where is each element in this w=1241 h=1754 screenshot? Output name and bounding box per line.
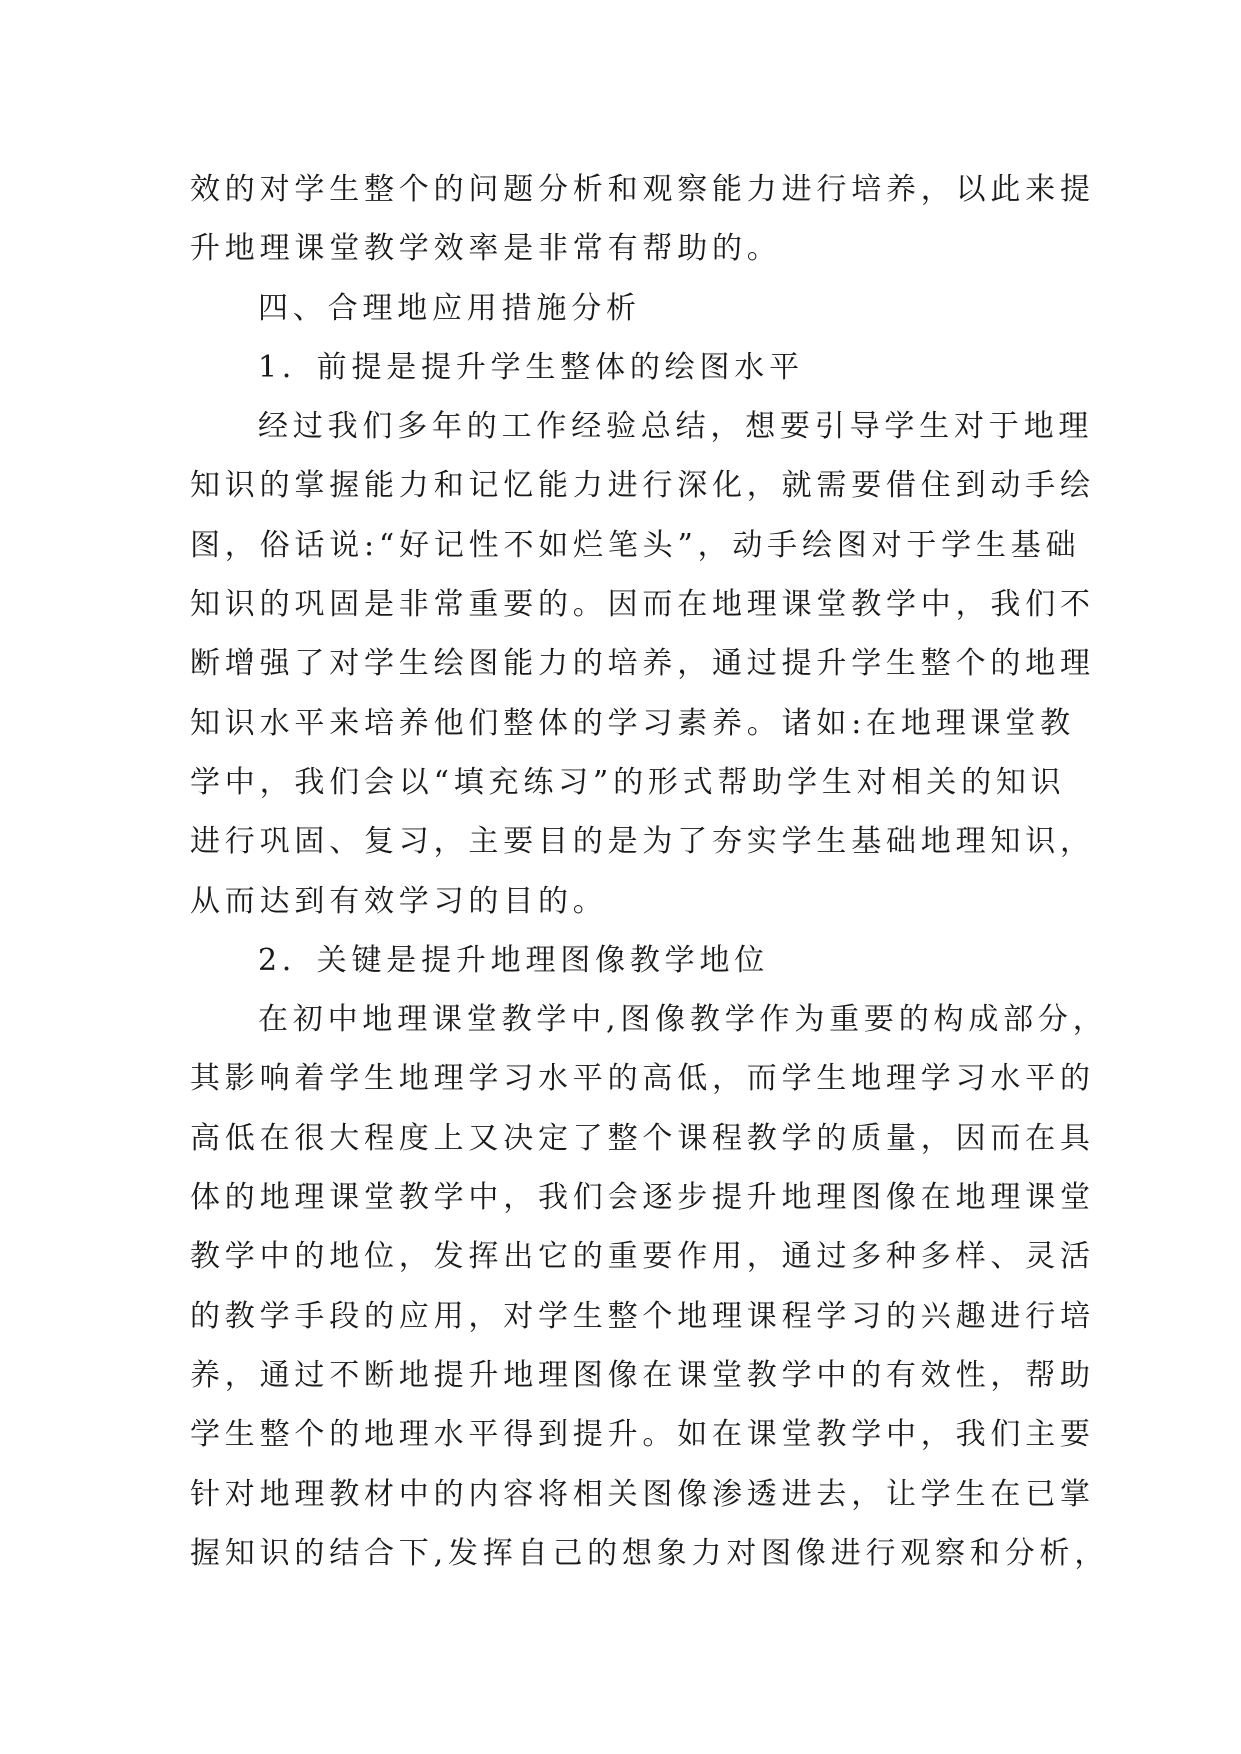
text-line: 图，俗话说:“好记性不如烂笔头”，动手绘图对于学生基础: [190, 527, 1081, 563]
text-line: 从而达到有效学习的目的。: [190, 883, 608, 919]
text-line: 学中，我们会以“填充练习”的形式帮助学生对相关的知识: [190, 764, 1066, 800]
text-line: 针对地理教材中的内容将相关图像渗透进去，让学生在已掌: [190, 1476, 1095, 1512]
text-line: 的教学手段的应用，对学生整个地理课程学习的兴趣进行培: [190, 1298, 1095, 1334]
text-line: 知识的巩固是非常重要的。因而在地理课堂教学中，我们不: [190, 587, 1095, 623]
text-line: 其影响着学生地理学习水平的高低，而学生地理学习水平的: [190, 1061, 1095, 1097]
text-line: 在初中地理课堂教学中,图像教学作为重要的构成部分，: [258, 1002, 1108, 1038]
text-line: 握知识的结合下,发挥自己的想象力对图像进行观察和分析，: [190, 1535, 1110, 1571]
text-line: 养，通过不断地提升地理图像在课堂教学中的有效性，帮助: [190, 1357, 1095, 1393]
text-line: 效的对学生整个的问题分析和观察能力进行培养，以此来提: [190, 172, 1095, 207]
text-line: 四、合理地应用措施分析: [258, 290, 641, 326]
text-line: 断增强了对学生绘图能力的培养，通过提升学生整个的地理: [190, 646, 1095, 682]
text-line: 升地理课堂教学效率是非常有帮助的。: [190, 231, 782, 267]
text-line: 学生整个的地理水平得到提升。如在课堂教学中，我们主要: [190, 1417, 1095, 1453]
text-line: 知识的掌握能力和记忆能力进行深化，就需要借住到动手绘: [190, 468, 1095, 504]
text-line: 体的地理课堂教学中，我们会逐步提升地理图像在地理课堂: [190, 1180, 1095, 1216]
text-line: 知识水平来培养他们整体的学习素养。诸如:在地理课堂教: [190, 705, 1075, 741]
text-line: 2．关键是提升地理图像教学地位: [258, 942, 770, 978]
text-line: 进行巩固、复习，主要目的是为了夯实学生基础地理知识，: [190, 824, 1095, 860]
text-line: 经过我们多年的工作经验总结，想要引导学生对于地理: [258, 409, 1094, 445]
text-line: 教学中的地位，发挥出它的重要作用，通过多种多样、灵活: [190, 1239, 1095, 1275]
body-text: [190, 160, 1110, 1583]
text-line: 1．前提是提升学生整体的绘图水平: [258, 349, 804, 385]
text-line: 高低在很大程度上又决定了整个课程教学的质量，因而在具: [190, 1120, 1095, 1156]
